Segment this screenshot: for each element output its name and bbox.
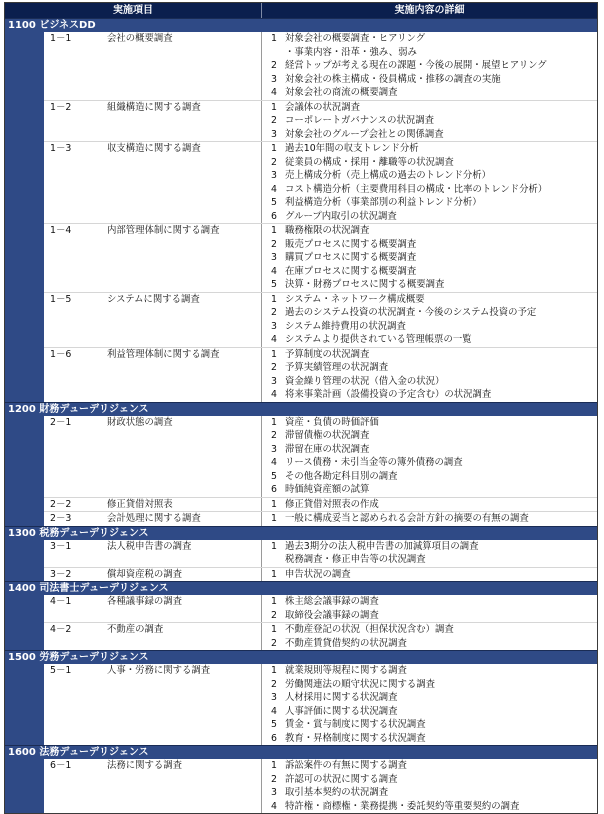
detail-number: 1 bbox=[271, 760, 277, 771]
detail-text: 申告状況の調査 bbox=[285, 568, 351, 580]
table-row bbox=[44, 759, 597, 813]
detail-text: 将来事業計画（設備投資の予定含む）の状況調査 bbox=[285, 389, 492, 400]
table-row bbox=[44, 32, 597, 100]
section bbox=[5, 581, 597, 650]
detail-line bbox=[262, 429, 597, 443]
section bbox=[5, 402, 597, 526]
section-body bbox=[5, 416, 597, 526]
detail-number: 2 bbox=[271, 637, 277, 649]
detail-line bbox=[262, 595, 597, 609]
detail-line bbox=[262, 86, 597, 100]
item-number: 1－1 bbox=[50, 33, 72, 44]
detail-line bbox=[262, 114, 597, 128]
section-gutter bbox=[5, 595, 44, 650]
item-number: 2－2 bbox=[50, 498, 72, 510]
detail-text: 人事評価に関する状況調査 bbox=[285, 705, 398, 717]
detail-line bbox=[262, 786, 597, 800]
table-row bbox=[44, 540, 597, 567]
detail-number bbox=[262, 46, 285, 60]
detail-number: 2 bbox=[271, 678, 277, 690]
header-detail-column: 実施内容の詳細 bbox=[394, 5, 465, 16]
detail-text: 資産・負債の時価評価 bbox=[285, 416, 379, 428]
detail-number: 2 bbox=[271, 609, 277, 621]
detail-line bbox=[262, 568, 597, 582]
detail-line bbox=[262, 320, 597, 334]
detail-number: 6 bbox=[271, 732, 277, 744]
detail-line bbox=[262, 623, 597, 637]
item-number: 3－2 bbox=[50, 568, 72, 580]
detail-text: 対象会社のグループ会社との関係調査 bbox=[285, 128, 444, 140]
section-rows bbox=[44, 759, 597, 813]
item-number: 1－6 bbox=[50, 348, 72, 360]
detail-text: 対象会社の概要調査・ヒアリング bbox=[285, 33, 426, 44]
item-number: 4－1 bbox=[50, 596, 72, 607]
detail-line bbox=[262, 498, 597, 512]
detail-text: 株主総会議事録の調査 bbox=[285, 596, 379, 607]
item-number: 1－5 bbox=[50, 293, 72, 305]
detail-text: 会議体の状況調査 bbox=[285, 101, 361, 113]
section-title: 1200 財務デューデリジェンス bbox=[5, 402, 597, 416]
detail-text: 特許権・商標権・業務提携・委託契約等重要契約の調査 bbox=[285, 800, 520, 812]
item-details bbox=[262, 293, 597, 347]
detail-text: システム・ネットワーク構成概要 bbox=[285, 293, 425, 305]
detail-number: 1 bbox=[271, 348, 277, 360]
table-row bbox=[44, 497, 597, 512]
header-item-column: 実施項目 bbox=[5, 3, 262, 18]
table-row bbox=[44, 223, 597, 292]
detail-number: 2 bbox=[271, 238, 277, 250]
detail-line bbox=[262, 456, 597, 470]
detail-text: 予算制度の状況調査 bbox=[285, 348, 370, 360]
item-name: 組織構造に関する調査 bbox=[107, 101, 262, 142]
table-row bbox=[44, 347, 597, 402]
detail-number: 1 bbox=[271, 513, 277, 524]
detail-text: 不動産登記の状況（担保状況含む）調査 bbox=[285, 624, 454, 635]
item-number: 1－3 bbox=[50, 143, 72, 154]
section-gutter bbox=[5, 540, 44, 582]
item-details bbox=[262, 101, 597, 142]
section-rows bbox=[44, 540, 597, 582]
detail-line bbox=[262, 142, 597, 156]
detail-text: 訴訟案件の有無に関する調査 bbox=[285, 760, 407, 771]
section-rows bbox=[44, 595, 597, 650]
detail-line bbox=[262, 59, 597, 73]
detail-text: 予算実績管理の状況調査 bbox=[285, 362, 389, 373]
detail-text: 過去3期分の法人税申告書の加減算項目の調査 bbox=[285, 540, 479, 552]
detail-line bbox=[262, 705, 597, 719]
detail-number: 4 bbox=[271, 87, 277, 98]
item-details bbox=[262, 416, 597, 497]
detail-number: 1 bbox=[271, 665, 277, 676]
detail-number: 3 bbox=[271, 128, 277, 140]
detail-line bbox=[262, 348, 597, 362]
table-row bbox=[44, 595, 597, 622]
detail-text: 決算・財務プロセスに関する概要調査 bbox=[285, 279, 445, 290]
item-number: 4－2 bbox=[50, 624, 72, 635]
detail-number: 4 bbox=[271, 705, 277, 717]
section-title: 1100 ビジネスDD bbox=[5, 18, 597, 32]
detail-number: 1 bbox=[271, 33, 277, 44]
detail-line bbox=[262, 553, 597, 567]
detail-number: 1 bbox=[271, 293, 277, 305]
detail-text: リース債務・未引当金等の簿外債務の調査 bbox=[285, 457, 463, 468]
detail-text: 取締役会議事録の調査 bbox=[285, 609, 379, 621]
detail-number: 2 bbox=[271, 307, 277, 318]
detail-number: 2 bbox=[271, 156, 277, 168]
detail-line bbox=[262, 512, 597, 526]
item-name: 各種議事録の調査 bbox=[107, 595, 262, 622]
item-name: 不動産の調査 bbox=[107, 623, 262, 650]
detail-line bbox=[262, 540, 597, 554]
detail-number: 2 bbox=[271, 773, 277, 785]
detail-text: その他各勘定科目別の調査 bbox=[285, 470, 398, 482]
detail-line bbox=[262, 664, 597, 678]
item-name: 財政状態の調査 bbox=[107, 416, 262, 497]
detail-text: 税務調査・修正申告等の状況調査 bbox=[285, 554, 426, 565]
detail-number: 4 bbox=[271, 389, 277, 400]
detail-number: 3 bbox=[271, 375, 277, 387]
detail-line bbox=[262, 224, 597, 238]
item-details bbox=[262, 498, 597, 512]
item-details bbox=[262, 32, 597, 100]
detail-text: 滞留在庫の状況調査 bbox=[285, 443, 370, 455]
detail-line bbox=[262, 101, 597, 115]
section-gutter bbox=[5, 416, 44, 526]
detail-line bbox=[262, 375, 597, 389]
detail-line bbox=[262, 278, 597, 292]
detail-text: 人材採用に関する状況調査 bbox=[285, 692, 398, 703]
item-number: 3－1 bbox=[50, 540, 72, 552]
item-number: 6－1 bbox=[50, 760, 72, 771]
detail-line bbox=[262, 73, 597, 87]
section-gutter bbox=[5, 32, 44, 402]
detail-text: システム維持費用の状況調査 bbox=[285, 320, 406, 332]
detail-number: 4 bbox=[271, 800, 277, 812]
item-details bbox=[262, 348, 597, 402]
item-name: 償却資産税の調査 bbox=[107, 568, 262, 582]
detail-line bbox=[262, 678, 597, 692]
detail-text: ・事業内容・沿革・強み、弱み bbox=[285, 46, 417, 58]
table-row bbox=[44, 416, 597, 497]
detail-line bbox=[262, 251, 597, 265]
section-body bbox=[5, 664, 597, 745]
detail-number: 3 bbox=[271, 787, 277, 798]
detail-line bbox=[262, 183, 597, 197]
section-rows bbox=[44, 32, 597, 402]
detail-text: 売上構成分析（売上構成の過去のトレンド分析） bbox=[285, 170, 492, 181]
detail-text: 時価純資産額の試算 bbox=[285, 484, 370, 495]
detail-number: 4 bbox=[271, 183, 277, 195]
section-title: 1600 法務デューデリジェンス bbox=[5, 745, 597, 759]
detail-number: 2 bbox=[271, 60, 277, 71]
section-title: 1400 司法書士デューデリジェンス bbox=[5, 581, 597, 595]
section-body bbox=[5, 595, 597, 650]
detail-line bbox=[262, 609, 597, 623]
detail-text: システムより提供されている管理帳票の一覧 bbox=[285, 334, 472, 345]
detail-number: 1 bbox=[271, 596, 277, 607]
section-gutter bbox=[5, 664, 44, 745]
detail-text: 修正貸借対照表の作成 bbox=[285, 498, 379, 510]
section-rows bbox=[44, 416, 597, 526]
detail-text: 不動産賃貸借契約の状況調査 bbox=[285, 637, 407, 649]
detail-text: グループ内取引の状況調査 bbox=[285, 210, 397, 222]
section-title: 1500 労務デューデリジェンス bbox=[5, 650, 597, 664]
item-details bbox=[262, 512, 597, 526]
detail-text: 対象会社の株主構成・役員構成・推移の調査の実施 bbox=[285, 73, 501, 85]
detail-number: 2 bbox=[271, 362, 277, 373]
detail-text: 過去10年間の収支トレンド分析 bbox=[285, 143, 419, 154]
item-details bbox=[262, 224, 597, 292]
detail-text: 滞留債権の状況調査 bbox=[285, 430, 370, 441]
item-name: 法人税申告書の調査 bbox=[107, 540, 262, 567]
section-body bbox=[5, 540, 597, 582]
detail-number: 1 bbox=[271, 498, 277, 510]
detail-line bbox=[262, 637, 597, 651]
detail-line bbox=[262, 773, 597, 787]
item-details bbox=[262, 568, 597, 582]
detail-text: コーポレートガバナンスの状況調査 bbox=[285, 115, 434, 126]
table-row bbox=[44, 664, 597, 745]
detail-line bbox=[262, 416, 597, 430]
detail-number: 3 bbox=[271, 252, 277, 263]
table-row bbox=[44, 511, 597, 526]
detail-number: 4 bbox=[271, 265, 277, 277]
detail-number: 3 bbox=[271, 692, 277, 703]
detail-number bbox=[262, 553, 285, 567]
detail-line bbox=[262, 32, 597, 46]
item-details bbox=[262, 623, 597, 650]
table-header bbox=[5, 3, 597, 18]
detail-line bbox=[262, 800, 597, 814]
item-details bbox=[262, 540, 597, 567]
detail-number: 5 bbox=[271, 197, 277, 208]
detail-line bbox=[262, 265, 597, 279]
item-name: 収支構造に関する調査 bbox=[107, 142, 262, 223]
item-name: システムに関する調査 bbox=[107, 293, 262, 347]
detail-line bbox=[262, 483, 597, 497]
table-row bbox=[44, 141, 597, 223]
detail-text: 従業員の構成・採用・離職等の状況調査 bbox=[285, 156, 454, 168]
detail-line bbox=[262, 443, 597, 457]
item-number: 1－2 bbox=[50, 101, 72, 113]
detail-line bbox=[262, 691, 597, 705]
detail-number: 5 bbox=[271, 719, 277, 730]
item-number: 1－4 bbox=[50, 225, 72, 236]
detail-number: 1 bbox=[271, 416, 277, 428]
item-name: 人事・労務に関する調査 bbox=[107, 664, 262, 745]
table-row bbox=[44, 622, 597, 650]
detail-number: 4 bbox=[271, 457, 277, 468]
section-rows bbox=[44, 664, 597, 745]
detail-text: 労働関連法の順守状況に関する調査 bbox=[285, 678, 436, 690]
detail-number: 6 bbox=[271, 210, 277, 222]
sections-container bbox=[5, 18, 597, 813]
item-details bbox=[262, 759, 597, 813]
item-name: 会計処理に関する調査 bbox=[107, 512, 262, 526]
detail-text: 教育・昇格制度に関する状況調査 bbox=[285, 732, 426, 744]
detail-number: 6 bbox=[271, 484, 277, 495]
item-number: 5－1 bbox=[50, 665, 72, 676]
detail-number: 2 bbox=[271, 115, 277, 126]
table-row bbox=[44, 292, 597, 347]
section bbox=[5, 745, 597, 813]
detail-line bbox=[262, 361, 597, 375]
detail-text: 職務権限の状況調査 bbox=[285, 225, 370, 236]
section-body bbox=[5, 759, 597, 813]
section-body bbox=[5, 32, 597, 402]
section bbox=[5, 526, 597, 582]
detail-line bbox=[262, 759, 597, 773]
detail-line bbox=[262, 388, 597, 402]
detail-text: 過去のシステム投資の状況調査・今後のシステム投資の予定 bbox=[285, 307, 537, 318]
detail-text: 利益構造分析（事業部別の利益トレンド分析） bbox=[285, 197, 482, 208]
detail-line bbox=[262, 470, 597, 484]
detail-text: 販売プロセスに関する概要調査 bbox=[285, 238, 417, 250]
detail-text: 購買プロセスに関する概要調査 bbox=[285, 252, 417, 263]
detail-line bbox=[262, 46, 597, 60]
due-diligence-table bbox=[4, 2, 598, 814]
detail-text: 対象会社の商流の概要調査 bbox=[285, 87, 398, 98]
detail-number: 1 bbox=[271, 540, 277, 552]
item-name: 利益管理体制に関する調査 bbox=[107, 348, 262, 402]
detail-text: 経営トップが考える現在の課題・今後の展開・展望ヒアリング bbox=[285, 60, 547, 71]
detail-number: 3 bbox=[271, 170, 277, 181]
section bbox=[5, 18, 597, 402]
detail-text: 取引基本契約の状況調査 bbox=[285, 787, 389, 798]
detail-line bbox=[262, 169, 597, 183]
detail-line bbox=[262, 238, 597, 252]
detail-number: 3 bbox=[271, 320, 277, 332]
detail-number: 1 bbox=[271, 101, 277, 113]
detail-number: 5 bbox=[271, 470, 277, 482]
detail-number: 1 bbox=[271, 624, 277, 635]
detail-number: 1 bbox=[271, 143, 277, 154]
detail-text: コスト構造分析（主要費用科目の構成・比率のトレンド分析） bbox=[285, 183, 548, 195]
detail-line bbox=[262, 156, 597, 170]
item-name: 内部管理体制に関する調査 bbox=[107, 224, 262, 292]
detail-line bbox=[262, 718, 597, 732]
detail-line bbox=[262, 732, 597, 746]
item-details bbox=[262, 142, 597, 223]
detail-line bbox=[262, 293, 597, 307]
item-details bbox=[262, 664, 597, 745]
section-title: 1300 税務デューデリジェンス bbox=[5, 526, 597, 540]
detail-number: 3 bbox=[271, 73, 277, 85]
detail-number: 1 bbox=[271, 225, 277, 236]
detail-line bbox=[262, 333, 597, 347]
detail-number: 2 bbox=[271, 430, 277, 441]
item-details bbox=[262, 595, 597, 622]
detail-text: 許認可の状況に関する調査 bbox=[285, 773, 398, 785]
detail-text: 在庫プロセスに関する概要調査 bbox=[285, 265, 417, 277]
section-gutter bbox=[5, 759, 44, 813]
item-number: 2－3 bbox=[50, 513, 72, 524]
detail-line bbox=[262, 128, 597, 142]
detail-number: 1 bbox=[271, 568, 277, 580]
detail-text: 賃金・賞与制度に関する状況調査 bbox=[285, 719, 426, 730]
section bbox=[5, 650, 597, 745]
detail-number: 4 bbox=[271, 334, 277, 345]
item-name: 法務に関する調査 bbox=[107, 759, 262, 813]
detail-line bbox=[262, 210, 597, 224]
table-row bbox=[44, 100, 597, 142]
detail-text: 資金繰り管理の状況（借入金の状況） bbox=[285, 375, 445, 387]
detail-number: 3 bbox=[271, 443, 277, 455]
detail-number: 5 bbox=[271, 279, 277, 290]
item-number: 2－1 bbox=[50, 416, 72, 428]
detail-line bbox=[262, 306, 597, 320]
table-row bbox=[44, 567, 597, 582]
detail-line bbox=[262, 196, 597, 210]
detail-text: 一般に構成妥当と認められる会計方針の摘要の有無の調査 bbox=[285, 513, 529, 524]
item-name: 修正貸借対照表 bbox=[107, 498, 262, 512]
detail-text: 就業規則等規程に関する調査 bbox=[285, 665, 407, 676]
item-name: 会社の概要調査 bbox=[107, 32, 262, 100]
